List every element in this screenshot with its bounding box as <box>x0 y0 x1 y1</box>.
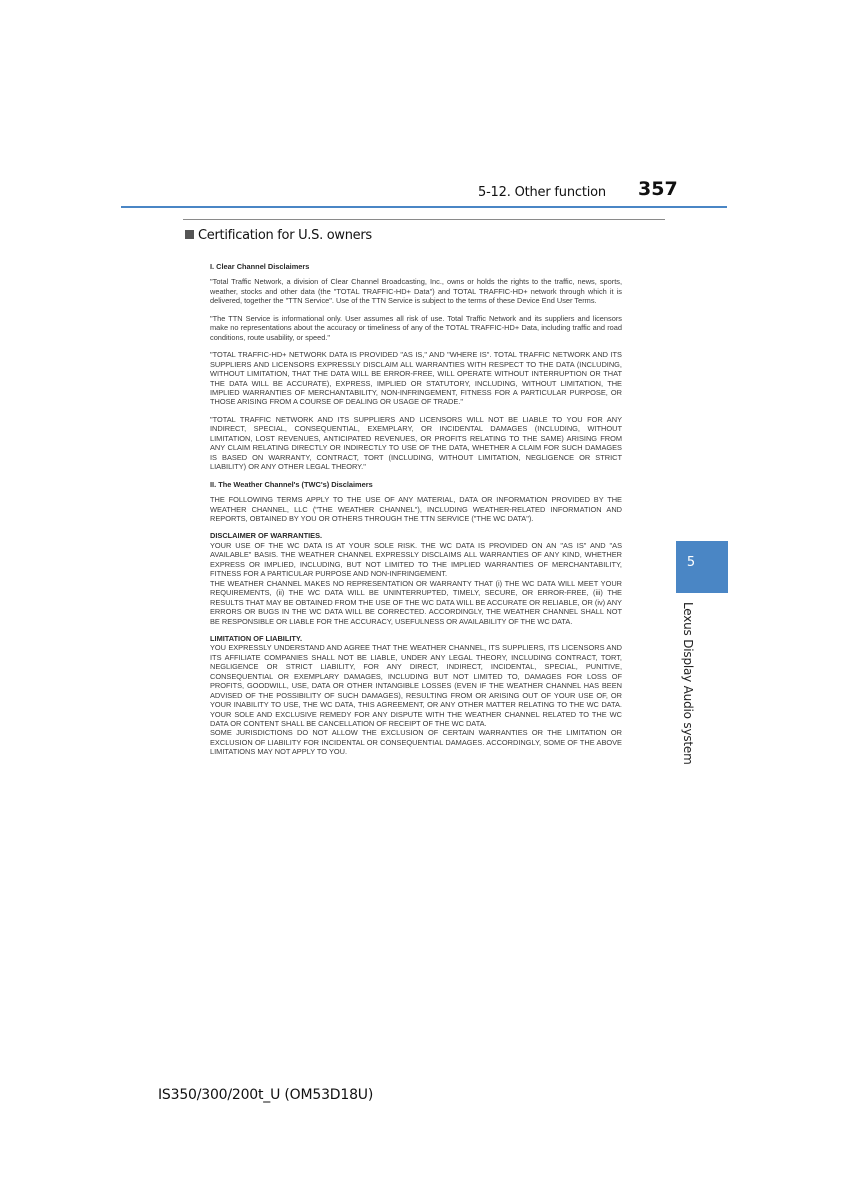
square-bullet-icon <box>185 230 194 239</box>
page-number: 357 <box>638 178 678 200</box>
doc-paragraph: YOU EXPRESSLY UNDERSTAND AND AGREE THAT THE WEATHER CHANNEL, ITS SUPPLIERS, ITS LICENSORS AND ITS AFFILIATE COMPANIES SHALL NOT BE LIABLE, UNDER ANY LEGAL THEORY, INCLUDING CONTRACT, TORT, NEGLIGENCE OR STRICT LIABILITY, FOR ANY DIRECT, INDIRECT, INCIDENTAL, SPECIAL, PUNITIVE, CONSEQUENTIAL OR EXEMPLARY DAMAGES, INCLUDING BUT NOT LIMITED TO, DAMAGES FOR LOSS OF PROFITS, GOODWILL, USE, DATA OR OTHER INTANGIBLE LOSSES (EVEN IF THE WEATHER CHANNEL HAS BEEN ADVISED OF THE POSSIBILITY OF SUCH DAMAGES), RESULTING FROM OR ARISING OUT OF YOUR USE OF, OR YOUR INABILITY TO USE, THE WC DATA, THIS AGREEMENT, OR ANY OTHER MATTER RELATING TO THE WC DATA. YOUR SOLE AND EXCLUSIVE REMEDY FOR ANY DISPUTE WITH THE WEATHER CHANNEL RELATED TO THE WC DATA OR CONTENT SHALL BE CANCELLATION OF RECEIPT OF THE WC DATA. <box>210 643 622 729</box>
chapter-number: 5 <box>686 555 696 570</box>
chapter-side-label: Lexus Display Audio system <box>681 602 695 765</box>
doc-paragraph: "TOTAL TRAFFIC-HD+ NETWORK DATA IS PROVIDED "AS IS," AND "WHERE IS". TOTAL TRAFFIC NETWORK AND ITS SUPPLIERS AND LICENSORS EXPRESSLY DISCLAIM ALL WARRANTIES WITH RESPECT TO THE DATA (INCLUDING, WITHOUT LIMITATION, THAT THE DATA WILL BE ERROR-FREE, WILL OPERATE WITHOUT INTERRUPTION OR THAT THE DATA WILL BE ACCURATE), EXPRESS, IMPLIED OR STATUTORY, INCLUDING, WITHOUT LIMITATION, THE IMPLIED WARRANTIES OF MERCHANTABILITY, NON-INFRINGEMENT, FITNESS FOR A PARTICULAR PURPOSE, OR THOSE ARISING FROM A COURSE OF DEALING OR USAGE OF TRADE." <box>210 350 622 407</box>
chapter-tab <box>676 541 728 593</box>
disclaimer-document <box>210 262 622 765</box>
header-section-title: 5-12. Other function <box>478 185 606 200</box>
doc-subheading-disclaimer: DISCLAIMER OF WARRANTIES. <box>210 531 323 541</box>
doc-heading-clear-channel: I. Clear Channel Disclaimers <box>210 262 310 271</box>
header-divider <box>121 206 727 208</box>
section-heading <box>185 228 372 243</box>
footer-model-code: IS350/300/200t_U (OM53D18U) <box>158 1087 374 1103</box>
doc-paragraph: THE FOLLOWING TERMS APPLY TO THE USE OF ANY MATERIAL, DATA OR INFORMATION PROVIDED BY THE WEATHER CHANNEL, LLC ("THE WEATHER CHANNEL"), INCLUDING WEATHER-RELATED INFORMATION AND REPORTS, OBTAINED BY YOU OR OTHERS THROUGH THE TTN SERVICE ("THE WC DATA"). <box>210 495 622 523</box>
section-divider <box>183 219 665 220</box>
doc-heading-weather-channel: II. The Weather Channel's (TWC's) Disclaimers <box>210 479 373 489</box>
doc-paragraph: "The TTN Service is informational only. User assumes all risk of use. Total Traffic Network and its suppliers and licensors make no representations about the accuracy or timeliness of any of the TOTAL TRAFFIC-HD+ Data, including traffic and road conditions, route usability, or speed." <box>210 313 622 342</box>
doc-paragraph: SOME JURISDICTIONS DO NOT ALLOW THE EXCLUSION OF CERTAIN WARRANTIES OR THE LIMITATION OR EXCLUSION OF LIABILITY FOR INCIDENTAL OR CONSEQUENTIAL DAMAGES. ACCORDINGLY, SOME OF THE ABOVE LIMITATIONS MAY NOT APPLY TO YOU. <box>210 728 622 757</box>
doc-paragraph: "TOTAL TRAFFIC NETWORK AND ITS SUPPLIERS AND LICENSORS WILL NOT BE LIABLE TO YOU FOR ANY INDIRECT, SPECIAL, CONSEQUENTIAL, EXEMPLARY, OR INCIDENTAL DAMAGES (INCLUDING, WITHOUT LIMITATION, LOST REVENUES, ANTICIPATED REVENUES, OR PROFITS RELATING TO THE SAME) ARISING FROM ANY CLAIM RELATING DIRECTLY OR INDIRECTLY TO USE OF THE DATA, WHETHER A CLAIM FOR SUCH DAMAGES IS BASED ON WARRANTY, CONTRACT, TORT (INCLUDING, WITHOUT LIMITATION, NEGLIGENCE OR STRICT LIABILITY) OR ANY OTHER LEGAL THEORY." <box>210 414 622 472</box>
doc-paragraph: THE WEATHER CHANNEL MAKES NO REPRESENTATION OR WARRANTY THAT (i) THE WC DATA WILL MEET YOUR REQUIREMENTS, (ii) THE WC DATA WILL BE UNINTERRUPTED, TIMELY, SECURE, OR ERROR-FREE, (iii) THE RESULTS THAT MAY BE OBTAINED FROM THE USE OF THE WC DATA WILL BE ACCURATE OR RELIABLE, OR (iv) ANY ERRORS OR BUGS IN THE WC DATA WILL BE CORRECTED. ACCORDINGLY, THE WEATHER CHANNEL SHALL NOT BE RESPONSIBLE OR LIABLE FOR THE ACCURACY, USEFULNESS OR AVAILABILITY OF THE WC DATA. <box>210 578 622 626</box>
section-heading-label: Certification for U.S. owners <box>198 228 372 243</box>
doc-paragraph: YOUR USE OF THE WC DATA IS AT YOUR SOLE RISK. THE WC DATA IS PROVIDED ON AN "AS IS" AND "AS AVAILABLE" BASIS. THE WEATHER CHANNEL EXPRESSLY DISCLAIMS ALL WARRANTIES OF ANY KIND, WHETHER EXPRESS OR IMPLIED, INCLUDING, BUT NOT LIMITED TO THE IMPLIED WARRANTIES OF MERCHANTABILITY, FITNESS FOR A PARTICULAR PURPOSE AND NON-INFRINGEMENT. <box>210 540 622 579</box>
doc-subheading-limitation: LIMITATION OF LIABILITY. <box>210 633 303 643</box>
doc-paragraph: "Total Traffic Network, a division of Clear Channel Broadcasting, Inc., owns or holds the rights to the traffic, news, sports, weather, stocks and other data (the "TOTAL TRAFFIC-HD+ Data") and TOTAL TRAFFIC-HD+ network through which it is delivered, together the "TTN Service". Use of the TTN Service is subject to the terms of these Device End User Terms. <box>210 277 622 306</box>
